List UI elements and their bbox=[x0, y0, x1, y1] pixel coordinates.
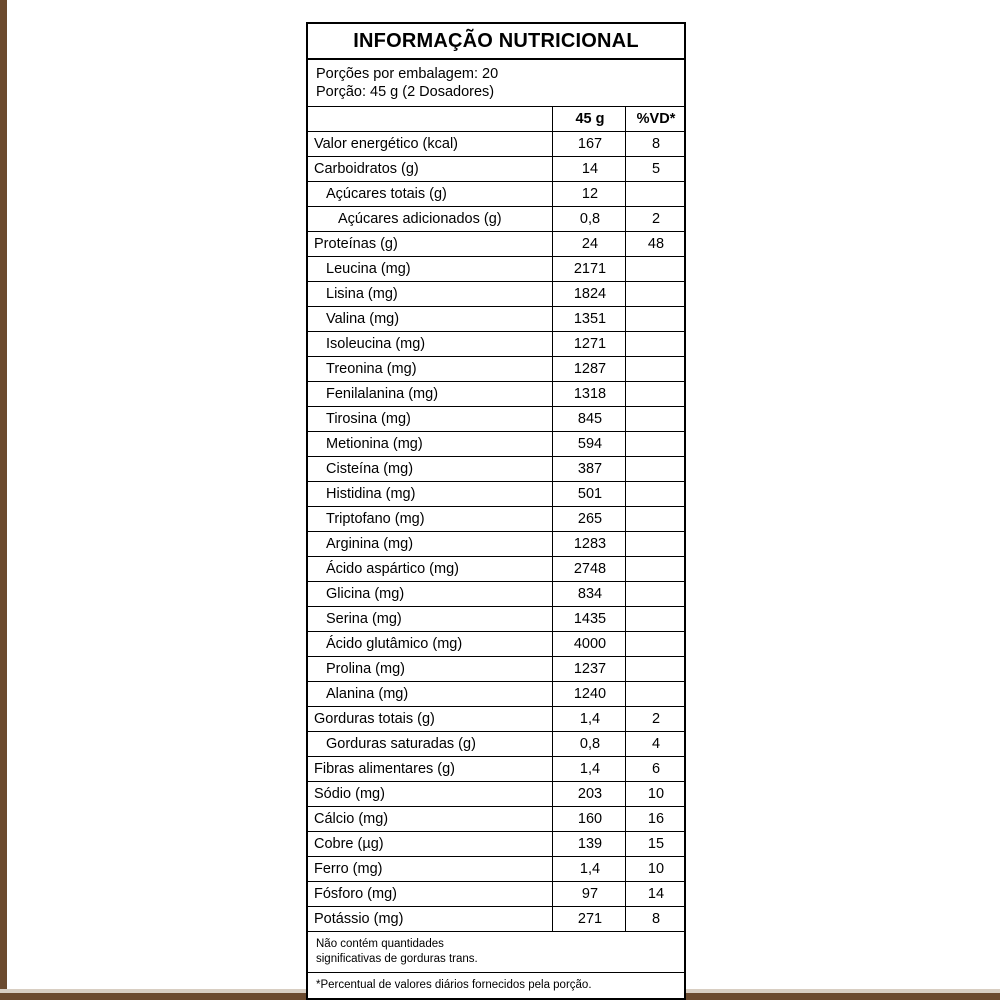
table-row bbox=[308, 232, 684, 257]
nutrient-name: Triptofano (mg) bbox=[308, 507, 553, 532]
nutrient-amount: 1271 bbox=[553, 332, 626, 357]
nutrient-name: Fósforo (mg) bbox=[308, 882, 553, 907]
nutrient-name: Alanina (mg) bbox=[308, 682, 553, 707]
nutrient-name: Ácido aspártico (mg) bbox=[308, 557, 553, 582]
table-row bbox=[308, 857, 684, 882]
nutrient-daily-value: 8 bbox=[626, 907, 685, 932]
nutrient-name: Cálcio (mg) bbox=[308, 807, 553, 832]
nutrient-amount: 501 bbox=[553, 482, 626, 507]
table-row bbox=[308, 507, 684, 532]
nutrient-name: Isoleucina (mg) bbox=[308, 332, 553, 357]
table-row bbox=[308, 657, 684, 682]
nutrient-daily-value bbox=[626, 457, 685, 482]
nutrient-amount: 4000 bbox=[553, 632, 626, 657]
table-row bbox=[308, 832, 684, 857]
nutrient-amount: 1,4 bbox=[553, 757, 626, 782]
nutrient-name: Fibras alimentares (g) bbox=[308, 757, 553, 782]
nutrient-daily-value bbox=[626, 257, 685, 282]
nutrient-daily-value bbox=[626, 507, 685, 532]
nutrition-table-body bbox=[308, 132, 684, 932]
nutrient-daily-value bbox=[626, 482, 685, 507]
table-row bbox=[308, 682, 684, 707]
nutrient-amount: 167 bbox=[553, 132, 626, 157]
nutrient-name: Metionina (mg) bbox=[308, 432, 553, 457]
nutrient-amount: 24 bbox=[553, 232, 626, 257]
nutrient-daily-value: 5 bbox=[626, 157, 685, 182]
nutrient-daily-value: 8 bbox=[626, 132, 685, 157]
nutrient-amount: 594 bbox=[553, 432, 626, 457]
nutrient-daily-value bbox=[626, 632, 685, 657]
nutrient-amount: 160 bbox=[553, 807, 626, 832]
servings-per-package: Porções por embalagem: 20 bbox=[316, 66, 499, 82]
nutrient-name: Sódio (mg) bbox=[308, 782, 553, 807]
nutrient-daily-value bbox=[626, 607, 685, 632]
table-row bbox=[308, 532, 684, 557]
nutrient-amount: 1,4 bbox=[553, 707, 626, 732]
nutrition-facts-label bbox=[306, 22, 686, 1000]
nutrient-daily-value bbox=[626, 282, 685, 307]
table-row bbox=[308, 732, 684, 757]
nutrient-daily-value bbox=[626, 382, 685, 407]
nutrition-table-header bbox=[308, 107, 684, 132]
nutrient-daily-value bbox=[626, 582, 685, 607]
nutrient-name: Histidina (mg) bbox=[308, 482, 553, 507]
nutrient-name: Proteínas (g) bbox=[308, 232, 553, 257]
nutrient-daily-value bbox=[626, 182, 685, 207]
nutrient-daily-value: 6 bbox=[626, 757, 685, 782]
nutrient-daily-value bbox=[626, 357, 685, 382]
nutrient-daily-value bbox=[626, 557, 685, 582]
nutrient-name: Açúcares totais (g) bbox=[308, 182, 553, 207]
table-row bbox=[308, 882, 684, 907]
nutrient-daily-value: 4 bbox=[626, 732, 685, 757]
nutrient-amount: 1,4 bbox=[553, 857, 626, 882]
table-row bbox=[308, 257, 684, 282]
nutrient-amount: 1237 bbox=[553, 657, 626, 682]
nutrient-name: Gorduras saturadas (g) bbox=[308, 732, 553, 757]
nutrient-name: Tirosina (mg) bbox=[308, 407, 553, 432]
table-row bbox=[308, 282, 684, 307]
serving-information bbox=[308, 60, 684, 107]
nutrient-daily-value: 15 bbox=[626, 832, 685, 857]
footnote-trans-fat: Não contém quantidades significativas de gorduras trans. bbox=[308, 932, 684, 973]
nutrient-amount: 97 bbox=[553, 882, 626, 907]
table-row bbox=[308, 807, 684, 832]
nutrient-daily-value bbox=[626, 307, 685, 332]
nutrient-amount: 0,8 bbox=[553, 207, 626, 232]
nutrient-amount: 1824 bbox=[553, 282, 626, 307]
nutrient-daily-value: 10 bbox=[626, 857, 685, 882]
table-row bbox=[308, 132, 684, 157]
nutrient-daily-value: 2 bbox=[626, 207, 685, 232]
nutrient-daily-value bbox=[626, 332, 685, 357]
table-row bbox=[308, 757, 684, 782]
nutrient-amount: 1287 bbox=[553, 357, 626, 382]
table-row bbox=[308, 607, 684, 632]
table-row bbox=[308, 557, 684, 582]
nutrient-name: Treonina (mg) bbox=[308, 357, 553, 382]
nutrient-name: Arginina (mg) bbox=[308, 532, 553, 557]
nutrient-amount: 139 bbox=[553, 832, 626, 857]
nutrient-amount: 1435 bbox=[553, 607, 626, 632]
footnote-daily-values: *Percentual de valores diários fornecidos pela porção. bbox=[316, 979, 592, 991]
nutrient-name: Gorduras totais (g) bbox=[308, 707, 553, 732]
table-row bbox=[308, 632, 684, 657]
table-row bbox=[308, 907, 684, 932]
table-row bbox=[308, 482, 684, 507]
nutrient-name: Serina (mg) bbox=[308, 607, 553, 632]
nutrient-amount: 1240 bbox=[553, 682, 626, 707]
table-row bbox=[308, 182, 684, 207]
nutrient-daily-value: 10 bbox=[626, 782, 685, 807]
decorative-frame-left-edge bbox=[0, 0, 7, 1000]
nutrient-amount: 12 bbox=[553, 182, 626, 207]
nutrient-name: Valina (mg) bbox=[308, 307, 553, 332]
nutrient-name: Ferro (mg) bbox=[308, 857, 553, 882]
nutrient-daily-value bbox=[626, 532, 685, 557]
column-header-daily-value: %VD* bbox=[626, 107, 685, 132]
nutrient-daily-value: 14 bbox=[626, 882, 685, 907]
table-row bbox=[308, 382, 684, 407]
nutrient-amount: 203 bbox=[553, 782, 626, 807]
column-header-amount: 45 g bbox=[553, 107, 626, 132]
nutrient-name: Leucina (mg) bbox=[308, 257, 553, 282]
nutrient-amount: 845 bbox=[553, 407, 626, 432]
table-row bbox=[308, 407, 684, 432]
nutrient-name: Carboidratos (g) bbox=[308, 157, 553, 182]
table-row bbox=[308, 157, 684, 182]
nutrient-amount: 265 bbox=[553, 507, 626, 532]
nutrient-name: Potássio (mg) bbox=[308, 907, 553, 932]
nutrient-amount: 1283 bbox=[553, 532, 626, 557]
nutrient-name: Cobre (µg) bbox=[308, 832, 553, 857]
nutrient-daily-value bbox=[626, 657, 685, 682]
nutrient-name: Ácido glutâmico (mg) bbox=[308, 632, 553, 657]
table-row bbox=[308, 782, 684, 807]
serving-size: Porção: 45 g (2 Dosadores) bbox=[316, 84, 495, 101]
nutrient-amount: 2748 bbox=[553, 557, 626, 582]
table-row bbox=[308, 207, 684, 232]
nutrition-table bbox=[308, 107, 684, 932]
nutrient-daily-value bbox=[626, 407, 685, 432]
table-row bbox=[308, 332, 684, 357]
table-header-row bbox=[308, 107, 684, 132]
nutrient-amount: 1318 bbox=[553, 382, 626, 407]
nutrient-name: Glicina (mg) bbox=[308, 582, 553, 607]
nutrient-amount: 14 bbox=[553, 157, 626, 182]
nutrient-name: Lisina (mg) bbox=[308, 282, 553, 307]
nutrient-amount: 834 bbox=[553, 582, 626, 607]
table-row bbox=[308, 707, 684, 732]
nutrient-amount: 2171 bbox=[553, 257, 626, 282]
nutrient-daily-value: 16 bbox=[626, 807, 685, 832]
nutrient-daily-value bbox=[626, 682, 685, 707]
nutrient-name: Valor energético (kcal) bbox=[308, 132, 553, 157]
nutrient-amount: 0,8 bbox=[553, 732, 626, 757]
nutrient-daily-value: 2 bbox=[626, 707, 685, 732]
column-header-nutrient bbox=[308, 107, 553, 132]
table-row bbox=[308, 582, 684, 607]
table-row bbox=[308, 357, 684, 382]
label-title: INFORMAÇÃO NUTRICIONAL bbox=[308, 24, 684, 60]
nutrient-daily-value: 48 bbox=[626, 232, 685, 257]
nutrient-daily-value bbox=[626, 432, 685, 457]
table-row bbox=[308, 432, 684, 457]
nutrient-amount: 271 bbox=[553, 907, 626, 932]
nutrient-amount: 1351 bbox=[553, 307, 626, 332]
nutrient-name: Cisteína (mg) bbox=[308, 457, 553, 482]
nutrient-name: Fenilalanina (mg) bbox=[308, 382, 553, 407]
nutrient-amount: 387 bbox=[553, 457, 626, 482]
nutrient-name: Prolina (mg) bbox=[308, 657, 553, 682]
table-row bbox=[308, 307, 684, 332]
nutrient-name: Açúcares adicionados (g) bbox=[308, 207, 553, 232]
table-row bbox=[308, 457, 684, 482]
